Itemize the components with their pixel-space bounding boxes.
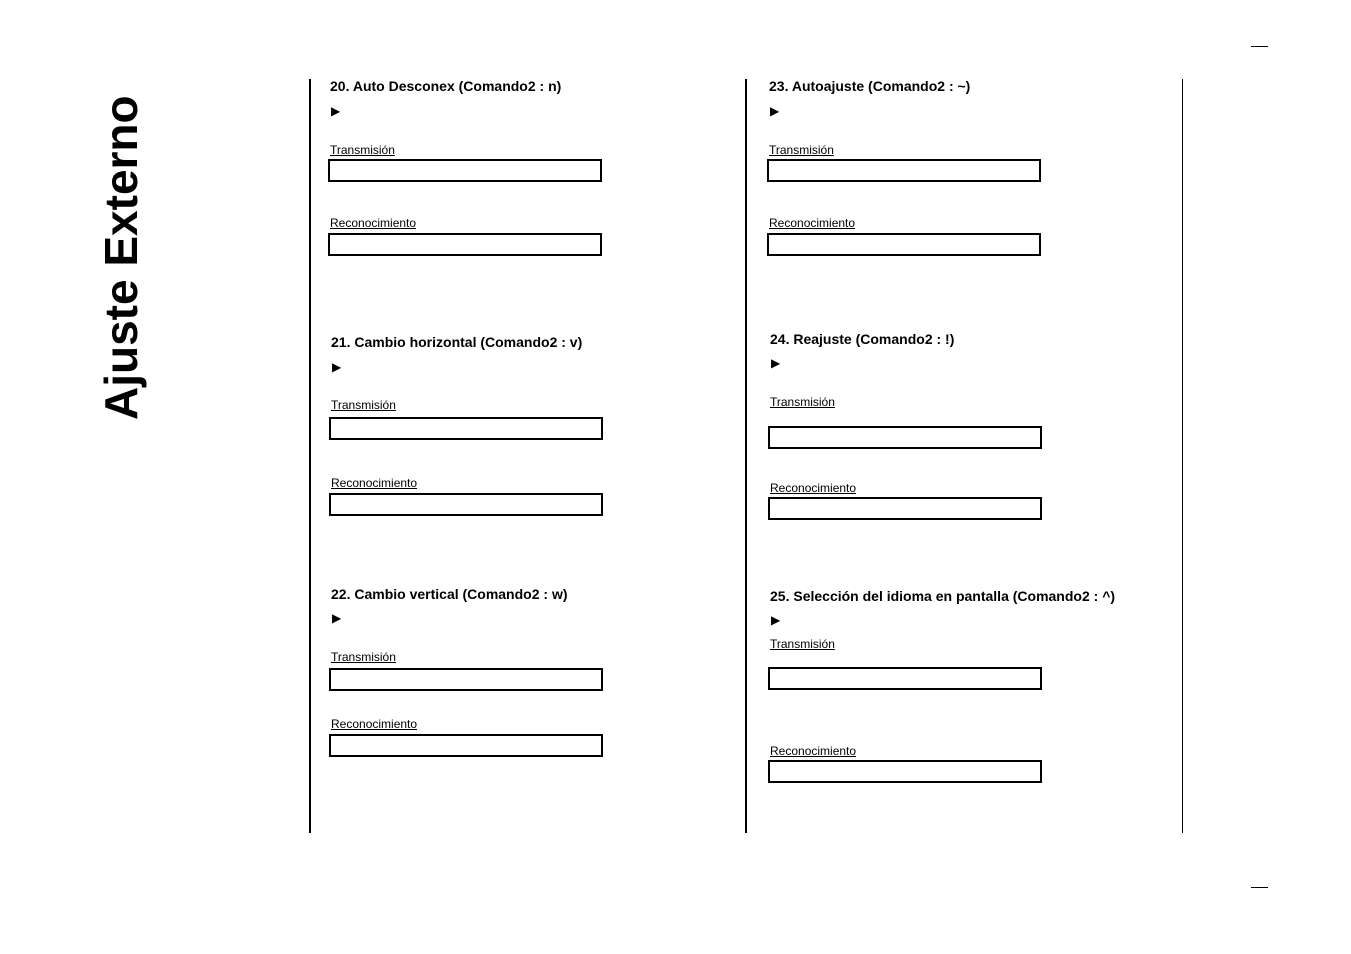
column-divider-left <box>309 79 311 833</box>
acknowledgement-label: Reconocimiento <box>330 216 417 230</box>
acknowledgement-field[interactable] <box>329 734 603 757</box>
section-title: 23. Autoajuste (Comando2 : ~) <box>769 78 971 94</box>
acknowledgement-label: Reconocimiento <box>331 717 418 731</box>
page-side-title: Ajuste Externo <box>95 95 147 420</box>
acknowledgement-label: Reconocimiento <box>331 476 418 490</box>
acknowledgement-field[interactable] <box>328 233 602 256</box>
arrow-icon: ▶ <box>332 360 342 374</box>
crop-mark-bottom <box>1251 887 1268 888</box>
column-divider-middle <box>745 79 747 833</box>
section-title: 24. Reajuste (Comando2 : !) <box>770 331 955 347</box>
arrow-icon: ▶ <box>332 611 342 625</box>
acknowledgement-field[interactable] <box>768 497 1042 520</box>
crop-mark-top <box>1251 46 1268 47</box>
transmission-label: Transmisión <box>770 395 835 409</box>
transmission-label: Transmisión <box>331 398 396 412</box>
transmission-field[interactable] <box>768 667 1042 690</box>
acknowledgement-field[interactable] <box>329 493 603 516</box>
section-title: 22. Cambio vertical (Comando2 : w) <box>331 586 568 602</box>
acknowledgement-label: Reconocimiento <box>770 744 857 758</box>
transmission-field[interactable] <box>328 159 602 182</box>
acknowledgement-field[interactable] <box>767 233 1041 256</box>
column-divider-right <box>1182 79 1183 833</box>
section-title: 25. Selección del idioma en pantalla (Comando2 : ^) <box>770 588 1116 604</box>
transmission-field[interactable] <box>768 426 1042 449</box>
arrow-icon: ▶ <box>331 104 341 118</box>
transmission-label: Transmisión <box>330 143 395 157</box>
transmission-field[interactable] <box>767 159 1041 182</box>
transmission-field[interactable] <box>329 417 603 440</box>
acknowledgement-label: Reconocimiento <box>769 216 856 230</box>
transmission-label: Transmisión <box>769 143 834 157</box>
transmission-label: Transmisión <box>770 637 835 651</box>
section-title: 20. Auto Desconex (Comando2 : n) <box>330 78 562 94</box>
section-title: 21. Cambio horizontal (Comando2 : v) <box>331 334 583 350</box>
arrow-icon: ▶ <box>771 613 781 627</box>
transmission-label: Transmisión <box>331 650 396 664</box>
transmission-field[interactable] <box>329 668 603 691</box>
arrow-icon: ▶ <box>771 356 781 370</box>
acknowledgement-field[interactable] <box>768 760 1042 783</box>
acknowledgement-label: Reconocimiento <box>770 481 857 495</box>
arrow-icon: ▶ <box>770 104 780 118</box>
